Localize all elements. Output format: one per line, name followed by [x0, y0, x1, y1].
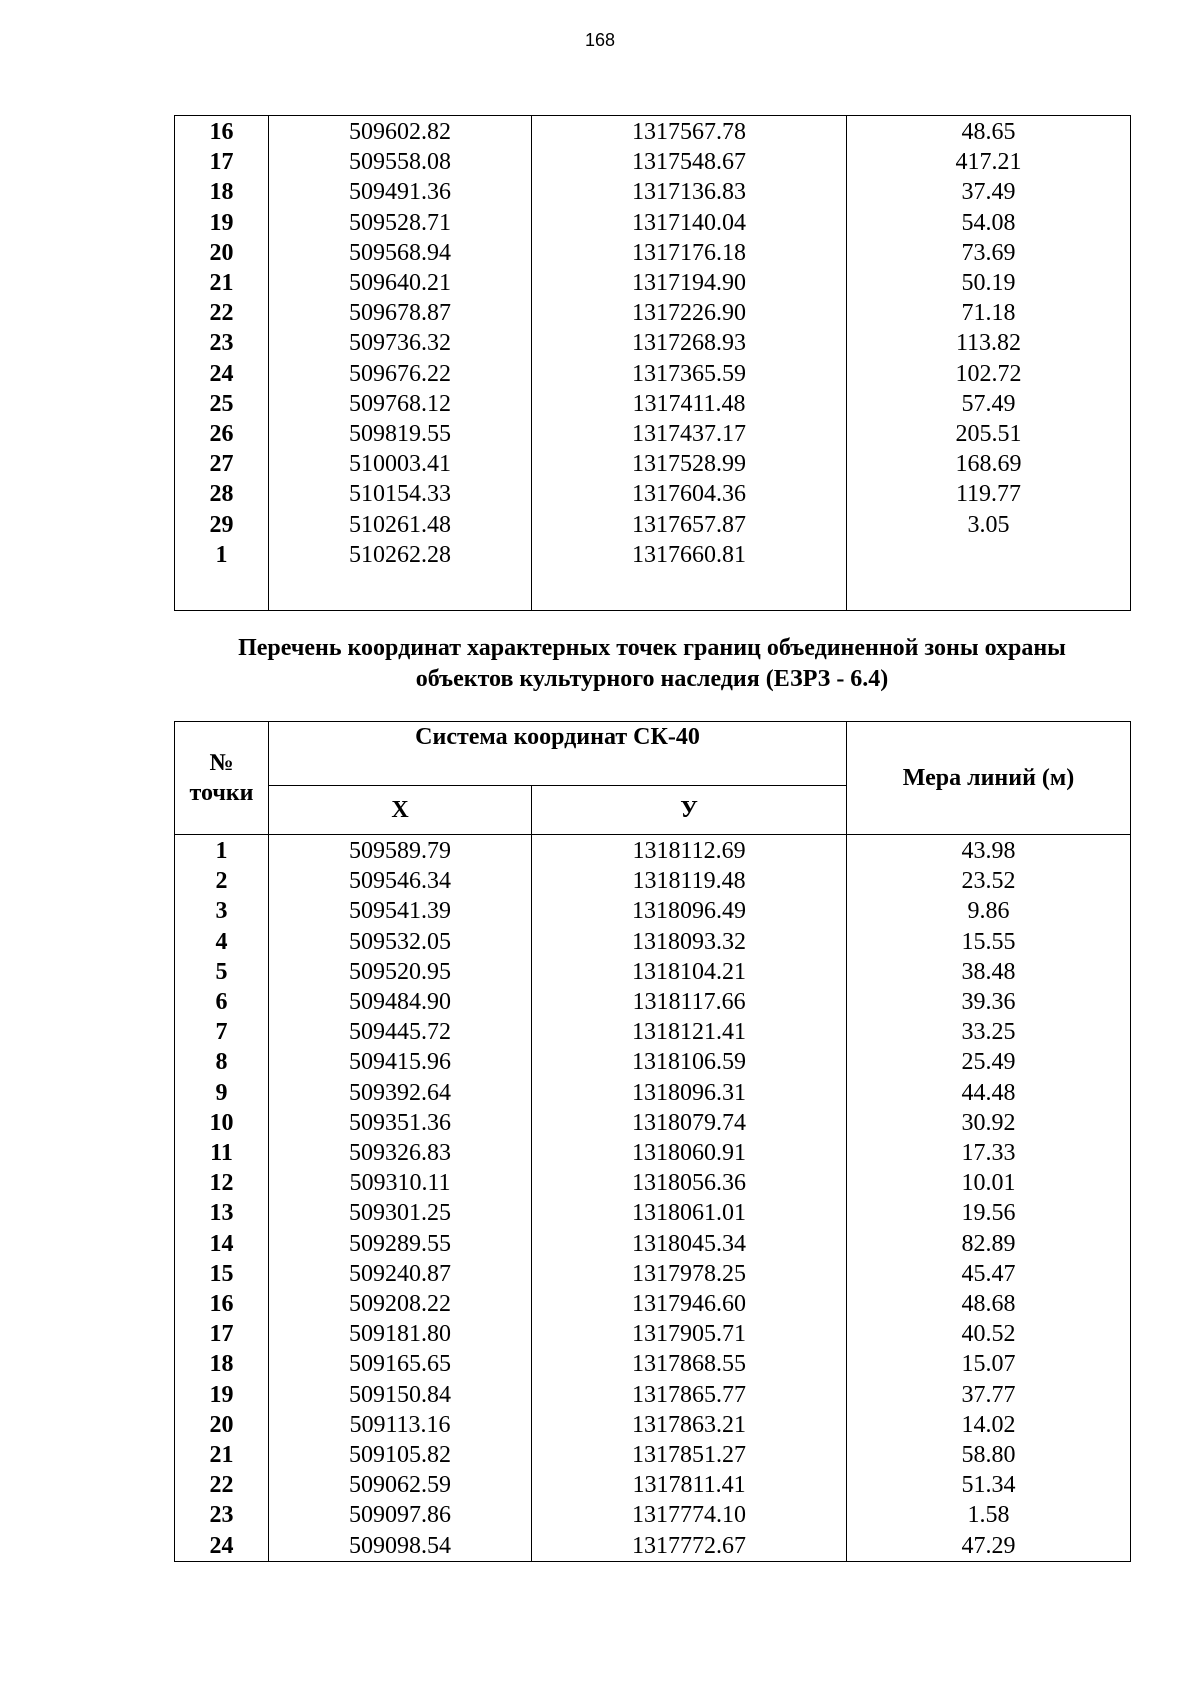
x-coordinate-cell: 509445.72	[269, 1017, 532, 1047]
table-body	[175, 835, 1131, 1562]
line-measure-cell: 119.77	[847, 479, 1131, 509]
table-row	[175, 1047, 1131, 1077]
point-number-cell: 22	[175, 298, 269, 328]
line-measure-cell: 44.48	[847, 1078, 1131, 1108]
table-row	[175, 927, 1131, 957]
table-row	[175, 359, 1131, 389]
line-measure-cell: 15.55	[847, 927, 1131, 957]
empty-cell	[847, 570, 1131, 611]
table-row	[175, 510, 1131, 540]
table-row	[175, 298, 1131, 328]
y-coordinate-cell: 1318117.66	[532, 987, 847, 1017]
y-coordinate-cell: 1318093.32	[532, 927, 847, 957]
line-measure-cell: 205.51	[847, 419, 1131, 449]
y-coordinate-cell: 1317660.81	[532, 540, 847, 570]
line-measure-cell: 38.48	[847, 957, 1131, 987]
point-number-cell: 9	[175, 1078, 269, 1108]
table-row	[175, 1531, 1131, 1562]
y-coordinate-cell: 1317811.41	[532, 1470, 847, 1500]
x-coordinate-cell: 509150.84	[269, 1380, 532, 1410]
y-coordinate-cell: 1317851.27	[532, 1440, 847, 1470]
page-number: 168	[584, 30, 616, 50]
table-row	[175, 1319, 1131, 1349]
table-row	[175, 1349, 1131, 1379]
line-measure-cell: 51.34	[847, 1470, 1131, 1500]
y-coordinate-cell: 1318119.48	[532, 866, 847, 896]
x-coordinate-cell: 509736.32	[269, 328, 532, 358]
y-coordinate-cell: 1317567.78	[532, 116, 847, 148]
table-body	[175, 116, 1131, 611]
point-number-cell: 27	[175, 449, 269, 479]
line-measure-cell: 17.33	[847, 1138, 1131, 1168]
table-row	[175, 1229, 1131, 1259]
y-coordinate-cell: 1317548.67	[532, 147, 847, 177]
line-measure-cell: 10.01	[847, 1168, 1131, 1198]
header-point-number	[175, 722, 269, 835]
y-coordinate-cell: 1317774.10	[532, 1500, 847, 1530]
line-measure-cell: 82.89	[847, 1229, 1131, 1259]
point-number-cell: 23	[175, 1500, 269, 1530]
empty-cell	[175, 570, 269, 611]
x-coordinate-cell: 509097.86	[269, 1500, 532, 1530]
y-coordinate-cell: 1317365.59	[532, 359, 847, 389]
point-number-cell: 6	[175, 987, 269, 1017]
table-row	[175, 987, 1131, 1017]
point-number-cell: 2	[175, 866, 269, 896]
table-row	[175, 957, 1131, 987]
table-row	[175, 1289, 1131, 1319]
x-coordinate-cell: 509520.95	[269, 957, 532, 987]
y-coordinate-cell: 1317905.71	[532, 1319, 847, 1349]
line-measure-cell: 102.72	[847, 359, 1131, 389]
y-coordinate-cell: 1317194.90	[532, 268, 847, 298]
point-number-cell: 24	[175, 1531, 269, 1562]
line-measure-cell: 40.52	[847, 1319, 1131, 1349]
line-measure-cell: 14.02	[847, 1410, 1131, 1440]
empty-cell	[532, 570, 847, 611]
line-measure-cell: 9.86	[847, 896, 1131, 926]
line-measure-cell: 50.19	[847, 268, 1131, 298]
x-coordinate-cell: 509351.36	[269, 1108, 532, 1138]
y-coordinate-cell: 1318045.34	[532, 1229, 847, 1259]
point-number-cell: 10	[175, 1108, 269, 1138]
table-row	[175, 1168, 1131, 1198]
line-measure-cell: 30.92	[847, 1108, 1131, 1138]
header-line-measure: Мера линий (м)	[847, 722, 1131, 835]
x-coordinate-cell: 509415.96	[269, 1047, 532, 1077]
table-header	[175, 722, 1131, 835]
point-number-cell: 4	[175, 927, 269, 957]
line-measure-cell: 48.68	[847, 1289, 1131, 1319]
point-number-cell: 1	[175, 835, 269, 867]
table-row	[175, 1198, 1131, 1228]
line-measure-cell: 47.29	[847, 1531, 1131, 1562]
x-coordinate-cell: 509491.36	[269, 177, 532, 207]
empty-cell	[269, 570, 532, 611]
table-row	[175, 208, 1131, 238]
header-num-word: точки	[189, 780, 254, 806]
line-measure-cell: 168.69	[847, 449, 1131, 479]
line-measure-cell: 45.47	[847, 1259, 1131, 1289]
line-measure-cell: 417.21	[847, 147, 1131, 177]
point-number-cell: 15	[175, 1259, 269, 1289]
y-coordinate-cell: 1317140.04	[532, 208, 847, 238]
x-coordinate-cell: 509392.64	[269, 1078, 532, 1108]
point-number-cell: 16	[175, 1289, 269, 1319]
table-row	[175, 1410, 1131, 1440]
line-measure-cell: 19.56	[847, 1198, 1131, 1228]
table-row	[175, 449, 1131, 479]
coordinates-table-continued	[174, 115, 1131, 611]
x-coordinate-cell: 509062.59	[269, 1470, 532, 1500]
line-measure-cell: 113.82	[847, 328, 1131, 358]
table-row	[175, 479, 1131, 509]
table-row	[175, 177, 1131, 207]
y-coordinate-cell: 1317437.17	[532, 419, 847, 449]
y-coordinate-cell: 1317226.90	[532, 298, 847, 328]
x-coordinate-cell: 509678.87	[269, 298, 532, 328]
point-number-cell: 1	[175, 540, 269, 570]
point-number-cell: 12	[175, 1168, 269, 1198]
y-coordinate-cell: 1318056.36	[532, 1168, 847, 1198]
point-number-cell: 17	[175, 147, 269, 177]
x-coordinate-cell: 509310.11	[269, 1168, 532, 1198]
table-row	[175, 1138, 1131, 1168]
y-coordinate-cell: 1317772.67	[532, 1531, 847, 1562]
line-measure-cell: 71.18	[847, 298, 1131, 328]
y-coordinate-cell: 1317176.18	[532, 238, 847, 268]
x-coordinate-cell: 509240.87	[269, 1259, 532, 1289]
header-coordinate-system: Система координат СК-40	[269, 722, 847, 786]
point-number-cell: 24	[175, 359, 269, 389]
x-coordinate-cell: 510003.41	[269, 449, 532, 479]
line-measure-cell: 37.77	[847, 1380, 1131, 1410]
y-coordinate-cell: 1317978.25	[532, 1259, 847, 1289]
y-coordinate-cell: 1317946.60	[532, 1289, 847, 1319]
y-coordinate-cell: 1318061.01	[532, 1198, 847, 1228]
section-heading	[174, 633, 1130, 695]
line-measure-cell: 33.25	[847, 1017, 1131, 1047]
table-spacer-row	[175, 570, 1131, 611]
table-row	[175, 1440, 1131, 1470]
x-coordinate-cell: 509105.82	[269, 1440, 532, 1470]
line-measure-cell: 23.52	[847, 866, 1131, 896]
line-measure-cell: 37.49	[847, 177, 1131, 207]
point-number-cell: 5	[175, 957, 269, 987]
x-coordinate-cell: 509676.22	[269, 359, 532, 389]
x-coordinate-cell: 509541.39	[269, 896, 532, 926]
x-coordinate-cell: 509819.55	[269, 419, 532, 449]
y-coordinate-cell: 1317863.21	[532, 1410, 847, 1440]
point-number-cell: 19	[175, 1380, 269, 1410]
table-row	[175, 1259, 1131, 1289]
y-coordinate-cell: 1317865.77	[532, 1380, 847, 1410]
y-coordinate-cell: 1318079.74	[532, 1108, 847, 1138]
line-measure-cell: 39.36	[847, 987, 1131, 1017]
point-number-cell: 28	[175, 479, 269, 509]
heading-line-2: объектов культурного наследия (ЕЗРЗ - 6.4)	[415, 666, 889, 692]
table-row	[175, 268, 1131, 298]
header-num-symbol: №	[209, 749, 234, 776]
table-row	[175, 147, 1131, 177]
line-measure-cell: 25.49	[847, 1047, 1131, 1077]
point-number-cell: 11	[175, 1138, 269, 1168]
point-number-cell: 29	[175, 510, 269, 540]
point-number-cell: 21	[175, 1440, 269, 1470]
line-measure-cell: 15.07	[847, 1349, 1131, 1379]
point-number-cell: 19	[175, 208, 269, 238]
y-coordinate-cell: 1318112.69	[532, 835, 847, 867]
point-number-cell: 25	[175, 389, 269, 419]
point-number-cell: 16	[175, 116, 269, 148]
x-coordinate-cell: 509768.12	[269, 389, 532, 419]
y-coordinate-cell: 1318096.31	[532, 1078, 847, 1108]
y-coordinate-cell: 1317268.93	[532, 328, 847, 358]
y-coordinate-cell: 1317528.99	[532, 449, 847, 479]
table-row	[175, 1470, 1131, 1500]
line-measure-cell: 48.65	[847, 116, 1131, 148]
y-coordinate-cell: 1318106.59	[532, 1047, 847, 1077]
line-measure-cell	[847, 540, 1131, 570]
x-coordinate-cell: 509208.22	[269, 1289, 532, 1319]
table-row	[175, 116, 1131, 148]
point-number-cell: 22	[175, 1470, 269, 1500]
header-x: X	[269, 785, 532, 834]
point-number-cell: 26	[175, 419, 269, 449]
coordinates-table	[174, 721, 1131, 1562]
header-y: У	[532, 785, 847, 834]
point-number-cell: 18	[175, 1349, 269, 1379]
y-coordinate-cell: 1318121.41	[532, 1017, 847, 1047]
y-coordinate-cell: 1317657.87	[532, 510, 847, 540]
x-coordinate-cell: 509589.79	[269, 835, 532, 867]
y-coordinate-cell: 1317136.83	[532, 177, 847, 207]
x-coordinate-cell: 510261.48	[269, 510, 532, 540]
point-number-cell: 20	[175, 1410, 269, 1440]
table-row	[175, 835, 1131, 867]
point-number-cell: 21	[175, 268, 269, 298]
line-measure-cell: 1.58	[847, 1500, 1131, 1530]
x-coordinate-cell: 510154.33	[269, 479, 532, 509]
table-row	[175, 896, 1131, 926]
x-coordinate-cell: 509326.83	[269, 1138, 532, 1168]
heading-line-1: Перечень координат характерных точек границ объединенной зоны охраны	[238, 635, 1066, 661]
point-number-cell: 18	[175, 177, 269, 207]
x-coordinate-cell: 509568.94	[269, 238, 532, 268]
y-coordinate-cell: 1318096.49	[532, 896, 847, 926]
table-row	[175, 328, 1131, 358]
x-coordinate-cell: 509301.25	[269, 1198, 532, 1228]
table-row	[175, 540, 1131, 570]
table-row	[175, 419, 1131, 449]
x-coordinate-cell: 509098.54	[269, 1531, 532, 1562]
x-coordinate-cell: 510262.28	[269, 540, 532, 570]
line-measure-cell: 73.69	[847, 238, 1131, 268]
x-coordinate-cell: 509165.65	[269, 1349, 532, 1379]
line-measure-cell: 58.80	[847, 1440, 1131, 1470]
x-coordinate-cell: 509528.71	[269, 208, 532, 238]
y-coordinate-cell: 1317868.55	[532, 1349, 847, 1379]
table-row	[175, 1500, 1131, 1530]
x-coordinate-cell: 509532.05	[269, 927, 532, 957]
table-row	[175, 866, 1131, 896]
point-number-cell: 20	[175, 238, 269, 268]
point-number-cell: 17	[175, 1319, 269, 1349]
x-coordinate-cell: 509558.08	[269, 147, 532, 177]
point-number-cell: 8	[175, 1047, 269, 1077]
point-number-cell: 23	[175, 328, 269, 358]
line-measure-cell: 43.98	[847, 835, 1131, 867]
x-coordinate-cell: 509181.80	[269, 1319, 532, 1349]
table-row	[175, 238, 1131, 268]
x-coordinate-cell: 509602.82	[269, 116, 532, 148]
line-measure-cell: 54.08	[847, 208, 1131, 238]
table-row	[175, 1380, 1131, 1410]
point-number-cell: 7	[175, 1017, 269, 1047]
line-measure-cell: 3.05	[847, 510, 1131, 540]
y-coordinate-cell: 1318060.91	[532, 1138, 847, 1168]
x-coordinate-cell: 509484.90	[269, 987, 532, 1017]
y-coordinate-cell: 1317604.36	[532, 479, 847, 509]
table-row	[175, 1108, 1131, 1138]
x-coordinate-cell: 509113.16	[269, 1410, 532, 1440]
x-coordinate-cell: 509640.21	[269, 268, 532, 298]
x-coordinate-cell: 509289.55	[269, 1229, 532, 1259]
point-number-cell: 3	[175, 896, 269, 926]
table-row	[175, 1078, 1131, 1108]
table-row	[175, 1017, 1131, 1047]
point-number-cell: 14	[175, 1229, 269, 1259]
y-coordinate-cell: 1317411.48	[532, 389, 847, 419]
table-row	[175, 389, 1131, 419]
line-measure-cell: 57.49	[847, 389, 1131, 419]
x-coordinate-cell: 509546.34	[269, 866, 532, 896]
y-coordinate-cell: 1318104.21	[532, 957, 847, 987]
point-number-cell: 13	[175, 1198, 269, 1228]
